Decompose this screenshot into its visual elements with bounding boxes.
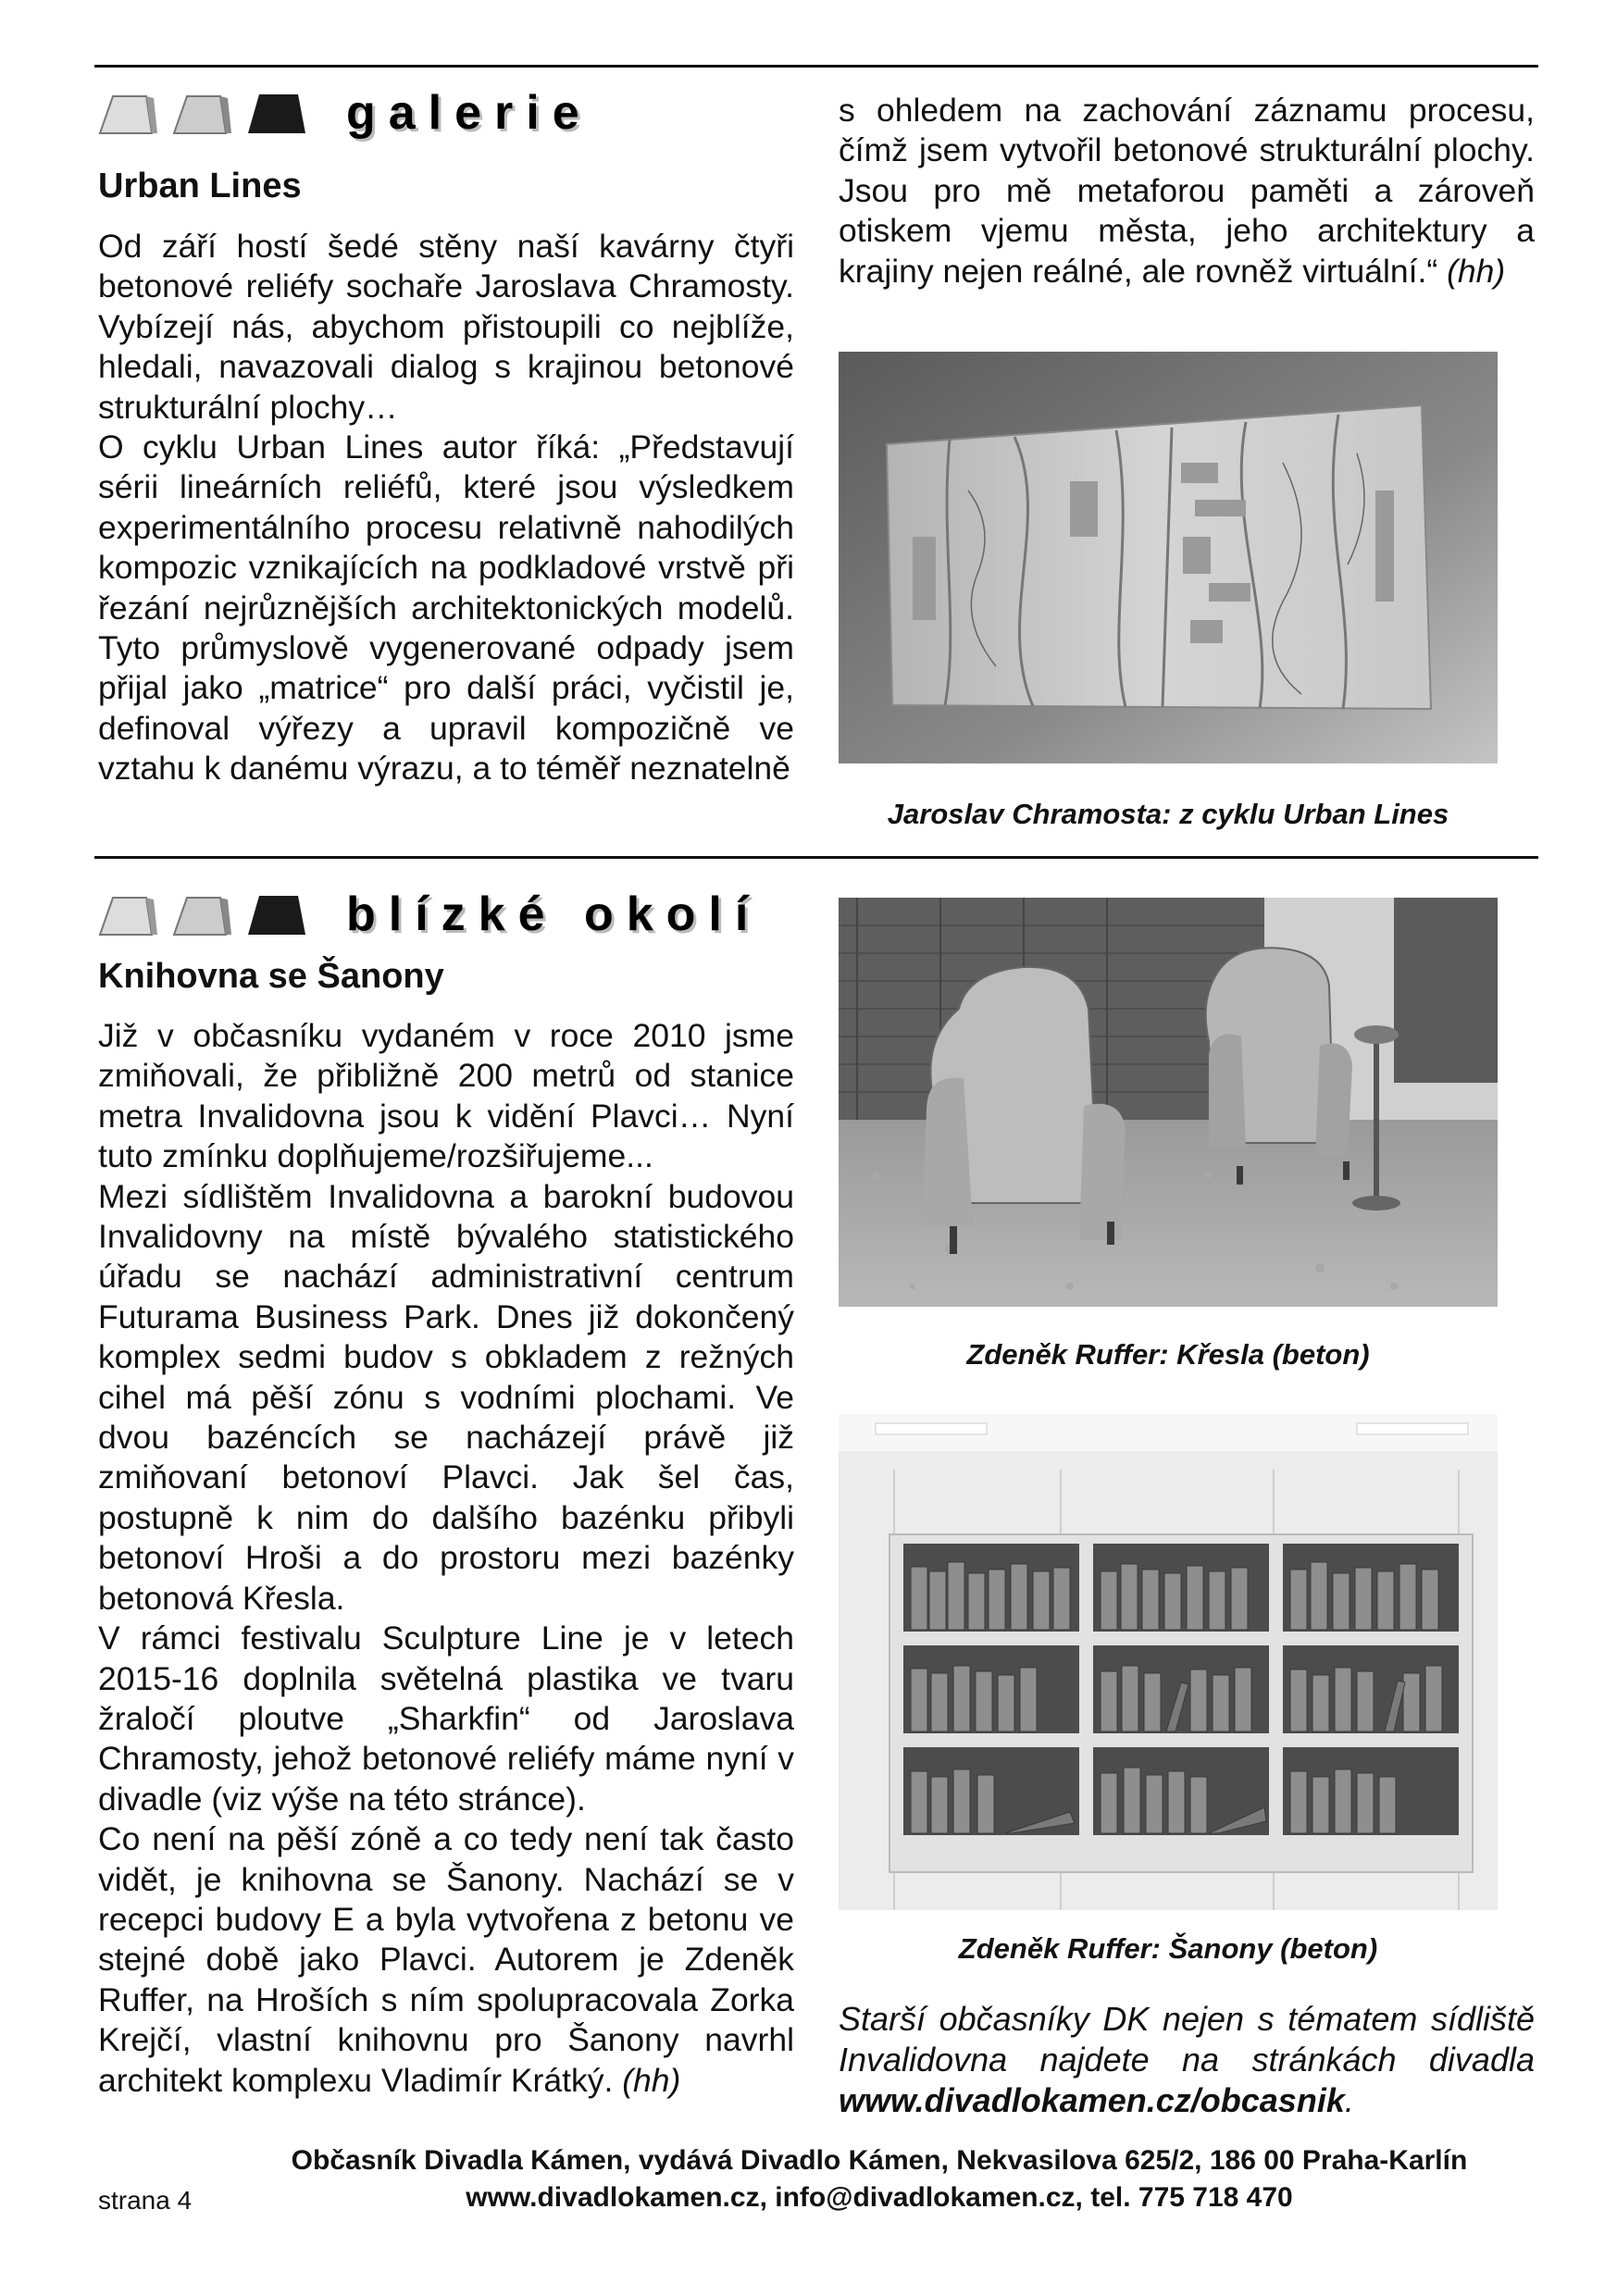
page-number: strana 4 bbox=[98, 2186, 193, 2215]
photo-sanony bbox=[839, 1414, 1498, 1910]
photo-caption: Jaroslav Chramosta: z cyklu Urban Lines bbox=[887, 798, 1449, 830]
photo-urban-lines bbox=[839, 352, 1498, 763]
section-blocks-icon bbox=[96, 890, 318, 938]
note-end: . bbox=[1344, 2081, 1354, 2119]
article-title: Knihovna se Šanony bbox=[98, 957, 444, 996]
gallery-article-body bbox=[98, 227, 794, 789]
nearby-article-body bbox=[98, 1016, 794, 2101]
photo-caption: Zdeněk Ruffer: Šanony (beton) bbox=[958, 1932, 1378, 1965]
paragraph: Co není na pěší zóně a co tedy není tak často vidět, je knihovna se Šanony. Nachází se v recepci budovy E a byla vytvořena z betonu ve stejné době jako Plavci. Autorem je Zdeněk Ruffer, na Hroších s ním spolupracovala Zorka Krejčí, vlastní knihovnu pro Šanony navrhl architekt komplexu Vladimír Krátký. (hh) bbox=[98, 1820, 794, 2099]
note-text: Starší občasníky DK nejen s tématem sídliště Invalidovna najdete na stránkách divadla bbox=[839, 2000, 1535, 2079]
section-divider bbox=[94, 856, 1538, 859]
photo-kresla bbox=[839, 898, 1498, 1307]
section-heading-blizke-okoli bbox=[96, 887, 761, 942]
footer-contacts: www.divadlokamen.cz, info@divadlokamen.cz, tel. 775 718 470 bbox=[466, 2182, 1293, 2213]
paragraph: Mezi sídlištěm Invalidovna a barokní budovou Invalidovny na místě bývalého statistického úřadu se nachází administrativní centrum Futurama Business Park. Dnes již dokončený komplex sedmi budov s obkladem z režných cihel má pěší zónu s vodními plochami. Ve dvou bazéncích se nacházejí právě již zmiňovaní betonoví Plavci. Jak šel čas, postupně k nim do dalšího bazénku přibyli betonoví Hroši a do prostoru mezi bazénky betonová Křesla. bbox=[98, 1177, 794, 1617]
footer-address: Občasník Divadla Kámen, vydává Divadlo Kámen, Nekvasilova 625/2, 186 00 Praha-Karlín bbox=[291, 2145, 1468, 2176]
author-tag: (hh) bbox=[1447, 252, 1506, 290]
photo-caption: Zdeněk Ruffer: Křesla (beton) bbox=[966, 1338, 1370, 1371]
section-label: blízké okolí bbox=[346, 887, 762, 941]
top-rule bbox=[94, 65, 1538, 68]
section-label: galerie bbox=[346, 86, 592, 140]
paragraph: s ohledem na zachování záznamu procesu, čímž jsem vytvořil betonové strukturální plochy. Jsou pro mě metaforou paměti a zároveň otiskem vjemu města, jeho architektury a krajiny nejen reálné, ale rovněž virtuální.“ bbox=[839, 92, 1535, 290]
paragraph: V rámci festivalu Sculpture Line je v letech 2015-16 doplnila světelná plastika ve tvaru žraločí ploutve „Sharkfin“ od Jaroslava Chramosty, jehož betonové reliéfy máme nyní v divadle (viz výše na této stránce). bbox=[98, 1620, 794, 1818]
article-title: Urban Lines bbox=[98, 167, 302, 205]
archive-link[interactable]: www.divadlokamen.cz/obcasnik bbox=[839, 2081, 1345, 2119]
footer-publisher bbox=[222, 2142, 1536, 2216]
section-heading-galerie bbox=[96, 85, 592, 141]
gallery-article-continuation bbox=[839, 91, 1535, 292]
paragraph: O cyklu Urban Lines autor říká: „Představují sérii lineárních reliéfů, které jsou výsledkem experimentálního procesu relativně nahodilých kompozic vznikajících na podkladové vrstvě při řezání nejrůznějších architektonických modelů. Tyto průmyslově vygenerované odpady jsem přijal jako „matrice“ pro další práci, vyčistil je, definoval výřezy a upravil kompozičně ve vztahu k danému výrazu, a to téměř neznatelně bbox=[98, 428, 794, 788]
section-blocks-icon bbox=[96, 89, 318, 137]
paragraph: Již v občasníku vydaném v roce 2010 jsme zmiňovali, že přibližně 200 metrů od stanice metra Invalidovna jsou k vidění Plavci… Nyní tuto zmínku doplňujeme/rozšiřujeme... bbox=[98, 1017, 794, 1175]
author-tag: (hh) bbox=[622, 2061, 681, 2099]
archive-note bbox=[839, 1999, 1535, 2121]
paragraph: Od září hostí šedé stěny naší kavárny čtyři betonové reliéfy sochaře Jaroslava Chramosty. Vybízejí nás, abychom přistoupili co nejblíže, hledali, navazovali dialog s krajinou betonové strukturální plochy… bbox=[98, 228, 794, 426]
